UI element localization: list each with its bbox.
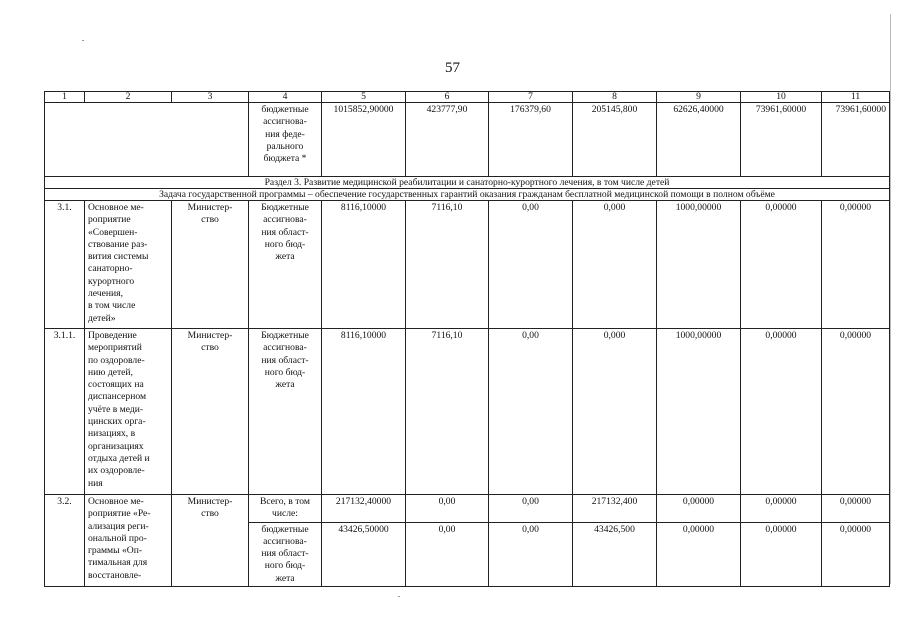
value-cell: 1015852,90000 <box>322 103 406 177</box>
funding-source-cell: бюджетные ассигнова- ния област- ного бюд- жета <box>249 522 322 586</box>
value-cell: 0,00 <box>489 495 573 523</box>
value-cell: 8116,10000 <box>322 329 406 495</box>
activity-name: Основное ме- роприятие «Ре- ализация реги- ональной про- граммы «Оп- тимальная для восстановле- <box>85 495 172 587</box>
executor-cell: Министер- ство <box>172 329 249 495</box>
value-cell: 205145,800 <box>573 103 657 177</box>
table-row <box>45 495 890 523</box>
executor-cell: Министер- ство <box>172 201 249 329</box>
activity-name: Проведение мероприятий по оздоровле- нию детей, состоящих на диспансерном учёте в меди- цинских орга- низациях, в организациях отдыха детей и их оздоровле- ния <box>85 329 172 495</box>
value-cell: 176379,60 <box>489 103 573 177</box>
column-number: 1 <box>45 92 85 103</box>
value-cell: 43426,50000 <box>322 522 406 586</box>
column-number: 11 <box>822 92 890 103</box>
row-number: 3.1.1. <box>45 329 85 495</box>
scan-speck <box>82 40 84 41</box>
column-number: 2 <box>85 92 172 103</box>
table-row <box>45 329 890 495</box>
value-cell: 43426,500 <box>573 522 657 586</box>
scan-speck <box>398 596 400 597</box>
value-cell: 62626,40000 <box>657 103 741 177</box>
table-row <box>45 103 890 177</box>
value-cell: 0,000 <box>573 201 657 329</box>
value-cell: 0,00000 <box>657 522 741 586</box>
value-cell: 0,00000 <box>741 522 822 586</box>
value-cell: 0,00000 <box>741 201 822 329</box>
page-number: 57 <box>445 60 460 76</box>
funding-source-cell: Всего, в том числе: <box>249 495 322 523</box>
table-row <box>45 201 890 329</box>
activity-name: Основное ме- роприятие «Совершен- ствование раз- вития системы санаторно- курортного лечения, в том числе детей» <box>85 201 172 329</box>
section-row <box>45 177 890 189</box>
task-title: Задача государственной программы – обеспечение государственных гарантий оказания гражданам бесплатной медицинской помощи в полном объёме <box>45 189 890 201</box>
value-cell: 73961,60000 <box>822 103 890 177</box>
task-row <box>45 189 890 201</box>
value-cell: 0,00 <box>489 201 573 329</box>
value-cell: 0,00 <box>406 495 489 523</box>
budget-table <box>44 91 890 587</box>
value-cell: 0,00000 <box>822 329 890 495</box>
column-number: 8 <box>573 92 657 103</box>
row-number: 3.1. <box>45 201 85 329</box>
value-cell: 7116,10 <box>406 329 489 495</box>
value-cell: 0,00 <box>489 329 573 495</box>
value-cell: 73961,60000 <box>741 103 822 177</box>
value-cell: 1000,00000 <box>657 201 741 329</box>
funding-source-cell: бюджетные ассигнова- ния феде- рального бюджета * <box>249 103 322 177</box>
section-title: Раздел 3. Развитие медицинской реабилитации и санаторно-курортного лечения, в том числе детей <box>45 177 890 189</box>
value-cell: 0,00000 <box>657 495 741 523</box>
column-number: 5 <box>322 92 406 103</box>
column-number: 6 <box>406 92 489 103</box>
column-number: 3 <box>172 92 249 103</box>
row-number: 3.2. <box>45 495 85 587</box>
value-cell: 7116,10 <box>406 201 489 329</box>
value-cell: 423777,90 <box>406 103 489 177</box>
empty-cell <box>45 103 249 177</box>
value-cell: 0,00000 <box>822 522 890 586</box>
value-cell: 0,000 <box>573 329 657 495</box>
executor-cell: Министер- ство <box>172 495 249 587</box>
value-cell: 0,00 <box>489 522 573 586</box>
column-number: 10 <box>741 92 822 103</box>
value-cell: 217132,400 <box>573 495 657 523</box>
value-cell: 0,00000 <box>741 495 822 523</box>
funding-source-cell: Бюджетные ассигнова- ния област- ного бюд- жета <box>249 201 322 329</box>
column-number: 4 <box>249 92 322 103</box>
value-cell: 1000,00000 <box>657 329 741 495</box>
column-number: 7 <box>489 92 573 103</box>
column-number-row <box>45 92 890 103</box>
value-cell: 0,00 <box>406 522 489 586</box>
value-cell: 217132,40000 <box>322 495 406 523</box>
page-edge-line <box>890 14 891 584</box>
column-number: 9 <box>657 92 741 103</box>
funding-source-cell: Бюджетные ассигнова- ния област- ного бюд- жета <box>249 329 322 495</box>
value-cell: 0,00000 <box>822 201 890 329</box>
value-cell: 0,00000 <box>822 495 890 523</box>
value-cell: 0,00000 <box>741 329 822 495</box>
value-cell: 8116,10000 <box>322 201 406 329</box>
